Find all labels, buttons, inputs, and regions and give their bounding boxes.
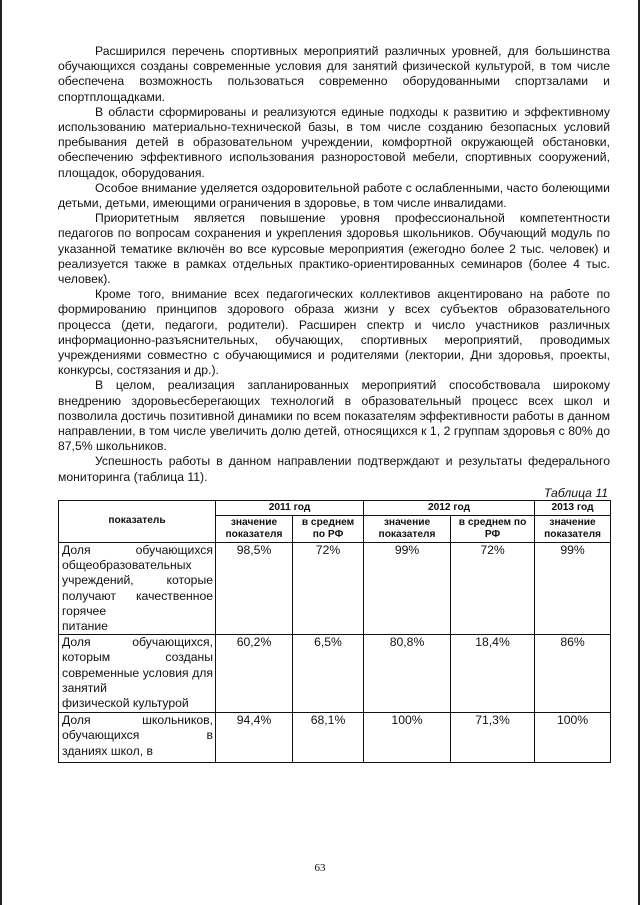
page-number: 63 [314,862,326,874]
table-row [59,713,611,763]
paragraph-3: Особое внимание уделяется оздоровительной работе с ослабленными, часто болеющими детьми, детьми, имеющими ограничения в здоровье, в том числе инвалидами. [58,180,610,211]
header-2012-value: значение показателя [364,515,451,542]
row-label-line: которым созданы [62,650,213,665]
row-label-line: Доля школьников, [62,713,213,728]
row-label-line: общеобразовательных [62,558,192,573]
cell-value: 98,5% [216,542,293,634]
header-2011: 2011 год [216,500,364,515]
header-2013: 2013 год [535,500,611,515]
scan-left-edge [0,0,2,905]
paragraph-5: Кроме того, внимание всех педагогических коллективов акцентировано на работе по формированию принципов здорового образа жизни у всех субъектов образовательного процесса (дети, педагоги, родители). Расширен спектр и число участников различных информационно-разъяснительных, обучающих, спортивных мероприятий, проводимых учреждениями совместно с обучающимися и родителями (лектории, Дни здоровья, проекты, конкурсы, состязания и др.). [58,287,610,378]
row-label [59,713,216,763]
paragraph-4: Приоритетным является повышение уровня профессиональной компетентности педагогов по вопросам сохранения и укрепления здоровья школьников. Обучающий модуль по указанной тематике включён во все курсовые мероприятия (ежегодно более 2 тыс. человек) и реализуется также в рамках отдельных практико-ориентированных семинаров (более 4 тыс. человек). [58,211,610,287]
table-row [59,635,611,713]
header-2011-value: значение показателя [216,515,293,542]
cell-value: 80,8% [364,635,451,713]
cell-value: 18,4% [451,635,535,713]
row-label-line: зданиях школ, в [62,743,153,758]
row-label-line: физической культурой [62,695,189,710]
row-label-line: для занятий [62,665,214,695]
paragraph-7: Успешность работы в данном направлении подтверждают и результаты федерального мониторинга (таблица 11). [58,454,610,484]
cell-value: 60,2% [216,635,293,713]
cell-value: 100% [535,713,611,763]
table-row [59,542,611,634]
paragraph-6: В целом, реализация запланированных мероприятий способствовала широкому внедрению здоровьесберегающих технологий в образовательный процесс всех школ и позволила достичь позитивной динамики по всем показателям эффективности работы в данном направлении, в том числе увеличить долю детей, относящихся к 1, 2 группам здоровья с 80% до 87,5% школьников. [58,378,610,454]
header-2011-average: в среднем по РФ [293,515,364,542]
row-label [59,635,216,713]
row-label-line: учреждений, которые [62,573,213,588]
header-2013-value: значение показателя [535,515,611,542]
cell-value: 68,1% [293,713,364,763]
cell-value: 99% [364,542,451,634]
header-2012: 2012 год [364,500,535,515]
row-label-line: обучающихся в [62,728,213,743]
row-label-line: Доля обучающихся [62,542,213,557]
cell-value: 72% [293,542,364,634]
row-label-line: качественное горячее [62,588,213,618]
header-2012-average: в среднем по РФ [451,515,535,542]
cell-value: 71,3% [451,713,535,763]
row-label-line: питание [62,618,108,633]
header-indicator: показатель [59,500,216,542]
table-11 [58,500,611,763]
table-caption: Таблица 11 [543,485,608,500]
row-label-line: Доля обучающихся, [62,635,213,650]
cell-value: 86% [535,635,611,713]
cell-value: 99% [535,542,611,634]
cell-value: 6,5% [293,635,364,713]
cell-value: 72% [451,542,535,634]
paragraph-1: Расширился перечень спортивных мероприятий различных уровней, для большинства обучающихся созданы современные условия для занятий физической культурой, в том числе обеспечена возможность пользоваться современно оборудованными спортзалами и спортплощадками. [58,44,610,104]
row-label-line: современные условия [62,665,189,680]
row-label [59,542,216,634]
cell-value: 100% [364,713,451,763]
paragraph-2: В области сформированы и реализуются единые подходы к развитию и эффективному использованию материально-технической базы, в том числе созданию безопасных условий пребывания детей в образовательном учреждении, комфортной окружающей обстановки, обеспечению эффективного использования разноростовой мебели, спортивных сооружений, площадок, оборудования. [58,104,610,180]
page-content [58,44,610,763]
row-label-line: получают [62,588,116,603]
cell-value: 94,4% [216,713,293,763]
